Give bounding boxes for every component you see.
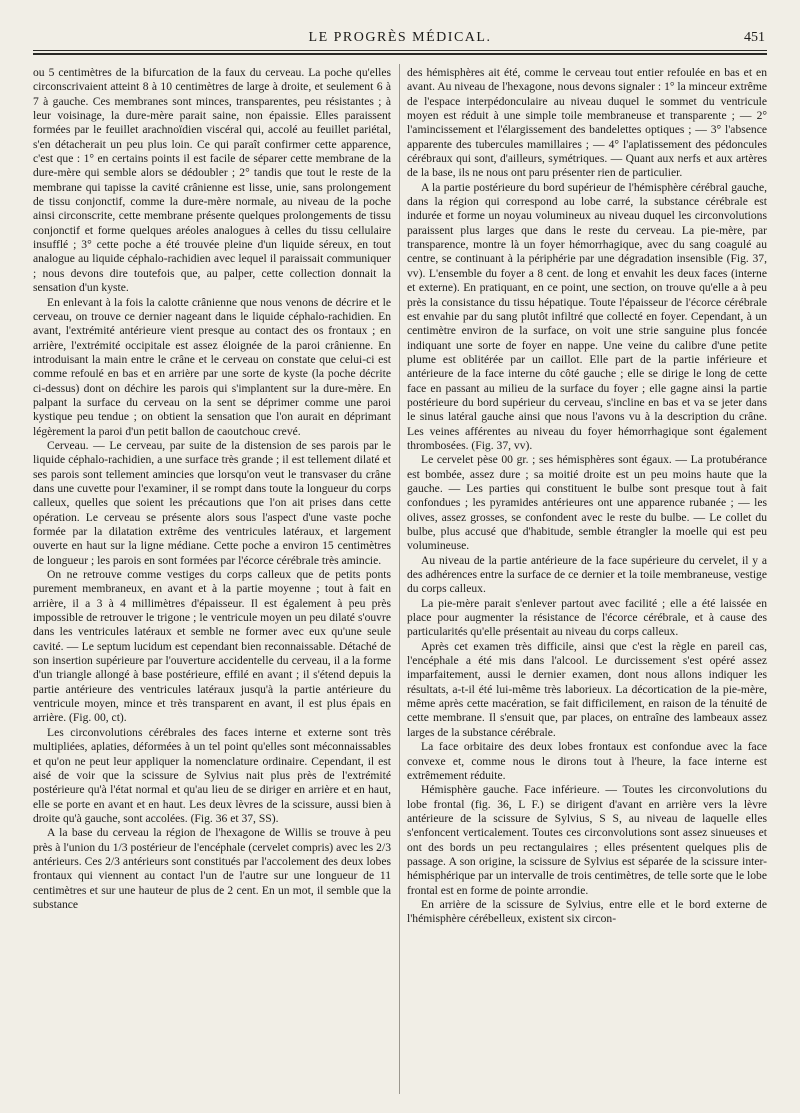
page-number: 451 <box>744 30 765 45</box>
header-rule-thick <box>33 53 767 55</box>
paragraph: des hémisphères ait été, comme le cerveau tout entier refoulée en bas et en avant. Au niveau de l'hexagone, nous devons signaler : 1° la minceur extrême de l'espace interpédonculaire au niveau duquel le sommet du ventricule moyen est réduit à une simple toile membraneuse et transparente ; — 2° l'amincissement et l'élargissement des bandelettes optiques ; — 3° l'absence apparente des tubercules mamillaires ; — 4° l'aplatissement des pédoncules cérébraux qui sont, d'ailleurs, symétriques. — Quant aux nerfs et aux artères de la base, ils ne nous ont paru présenter rien de particulier. <box>407 66 767 180</box>
paragraph: La face orbitaire des deux lobes frontaux est confondue avec la face convexe et, comme nous le dirons tout à l'heure, la face interne est extrêmement réduite. <box>407 740 767 782</box>
paragraph: En arrière de la scissure de Sylvius, entre elle et le bord externe de l'hémisphère cérébelleux, existent six circon- <box>407 897 767 926</box>
paragraph: Cerveau. — Le cerveau, par suite de la distension de ses parois par le liquide céphalo-rachidien, a une surface très grande ; il est tellement dilaté et ses parois sont tellement amincies que lorsqu'on veut le transvaser du crâne dans une cuvette pour l'examiner, il se rompt dans toute la longueur du corps calleux, quelles que soient les précautions que l'on ait prises dans cette opération. Le cerveau se présente alors sous l'aspect d'une vaste poche formée par la dilatation extrême des ventricules latéraux, et largement ouverte en haut sur la ligne médiane. Cette poche a environ 15 centimètres de longueur ; les parois en sont formées par l'écorce cérébrale très amincie. <box>33 438 391 567</box>
column-divider <box>399 64 400 1094</box>
header-rule <box>33 50 767 51</box>
paragraph: Le cervelet pèse 00 gr. ; ses hémisphères sont égaux. — La protubérance est bombée, assez dure ; sa moitié droite est un peu moins haute que la gauche. — Les parties qui constituent le bulbe sont presque tout à fait confondues ; les pyramides antérieures ont une apparence rubanée ; — les olives, assez grosses, se confondent avec le reste du bulbe. — Le collet du bulbe, plus accusé que d'habitude, semble étrangler la moelle qui est peu volumineuse. <box>407 453 767 553</box>
paragraph: Au niveau de la partie antérieure de la face supérieure du cervelet, il y a des adhérences entre la surface de ce dernier et la toile membraneuse, vestige du corps calleux. <box>407 553 767 596</box>
paragraph: Les circonvolutions cérébrales des faces interne et externe sont très multipliées, aplaties, déformées à un tel point qu'elles sont méconnaissables et qu'on ne peut leur appliquer la nomenclature ordinaire. Cependant, il est aisé de voir que la scissure de Sylvius nait plus près de l'extrémité postérieure qu'à l'état normal et qu'au lieu de se diriger en arrière et en haut, elle se porte en avant et en haut. Les deux lèvres de la scissure, aussi bien à droite qu'à gauche, sont accolées. (Fig. 36 et 37, SS). <box>33 725 391 825</box>
journal-title: LE PROGRÈS MÉDICAL. <box>308 30 492 45</box>
paragraph: En enlevant à la fois la calotte crânienne que nous venons de décrire et le cerveau, on trouve ce dernier nageant dans le liquide céphalo-rachidien. En avant, l'extrémité antérieure vient presque au contact des os frontaux ; en arrière, l'extrémité occipitale est assez éloignée de la paroi crânienne. En introduisant la main entre le crâne et le cerveau on constate que celui-ci est comme refoulé en bas et en arrière par une sorte de kyste (la poche décrite ci-dessus) dont on déchire les parois qui s'implantent sur la dure-mère. En palpant la surface du cerveau on la sent se déprimer comme une paroi kystique peu tendue ; on obtient la sensation que l'on aurait en déprimant légèrement la paroi d'un petit ballon de caoutchouc crevé. <box>33 295 391 438</box>
right-column <box>407 66 767 1096</box>
paragraph: ou 5 centimètres de la bifurcation de la faux du cerveau. La poche qu'elles circonscrivaient atteint 8 à 10 centimètres de large à droite, et seulement 6 à 7 à gauche. Ces membranes sont minces, transparentes, peu résistantes ; à leur voisinage, la dure-mère parait saine, non épaissie. Elles paraissent formées par le feuillet arachnoïdien viscéral qui, accolé au feuillet pariétal, s'en détacherait un peu plus loin. Ce qui paraît confirmer cette apparence, c'est que : 1° en certains points il est facile de séparer cette membrane de la dure-mère qui semble alors se dédoubler ; 2° tandis que tout le reste de la membrane qui tapisse la cavité crânienne est lisse, unie, sans prolongement de tissu conjonctif, comme la dure-mère normale, au niveau de la poche ainsi circonscrite, cette membrane présente quelques prolongements de tissu conjonctif et forme quelques aréoles analogues à celles du tissu cellulaire insufflé ; 3° cette poche a été trouvée pleine d'un liquide séreux, en tout analogue au liquide céphalo-rachidien avec lequel il paraissait communiquer ; nous devons dire toutefois que, au palper, cette collection donnait la sensation d'un kyste. <box>33 66 391 295</box>
paragraph: A la partie postérieure du bord supérieur de l'hémisphère cérébral gauche, dans la région qui correspond au lobe carré, la substance cérébrale est indurée et forme un noyau volumineux au niveau duquel les circonvolutions paraissent plus larges que dans le reste du cerveau. La pie-mère, par transparence, montre là un foyer hémorrhagique, avec du sang coagulé au centre, se continuant à la périphérie par une dégradation insensible (Fig. 37, vv). L'ensemble du foyer a 8 cent. de long et envahit les deux faces (interne et externe). En pratiquant, en ce point, une section, on trouve qu'elle a à peu près la consistance du tissu hépatique. Toute l'épaisseur de l'écorce cérébrale est envahie par du sang plutôt infiltré que collecté en foyer. Cependant, à un centimètre environ de la surface, on voit une strie sanguine plus foncée indiquant une sorte de foyer en nappe. Une veine du calibre d'une petite plume est oblitérée par un caillot. Elle part de la partie inférieure et antérieure de la face interne du côté gauche ; elle se dirige le long de cette face en passant au milieu de la surface du foyer ; elle gagne ainsi la partie postérieure du bord supérieur du cerveau, s'incline en bas et va se jeter dans le sinus latéral gauche ainsi que nous l'avons vu à la description du crâne. Les veines afférentes au niveau du foyer hémorrhagique sont également thrombosées. (Fig. 37, vv). <box>407 180 767 452</box>
paragraph: Hémisphère gauche. Face inférieure. — Toutes les circonvolutions du lobe frontal (fig. 36, L F.) se dirigent d'avant en arrière vers la lèvre antérieure de la scissure de Sylvius, S S, au niveau de laquelle elles s'enfoncent verticalement. Toutes ces circonvolutions sont assez sinueuses et ont des bords un peu rectangulaires ; elles présentent quelques plis de passage. A son origine, la scissure de Sylvius est séparée de la scissure inter-hémisphérique par un intervalle de trois centimètres, de telle sorte que le lobe frontal est en forme de pointe arrondie. <box>407 783 767 897</box>
paragraph: La pie-mère parait s'enlever partout avec facilité ; elle a été laissée en place pour augmenter la résistance de l'écorce cérébrale, et à cause des particularités qu'elle présentait au niveau du corps calleux. <box>407 596 767 639</box>
left-column <box>33 66 391 1096</box>
paragraph: On ne retrouve comme vestiges du corps calleux que de petits ponts purement membraneux, en avant et à la partie moyenne ; tout à fait en arrière, il a 3 à 4 millimètres d'épaisseur. Il est également à peu près impossible de retrouver le trigone ; le ventricule moyen un peu dilaté s'ouvre dans les ventricules latéraux et semble ne former avec eux qu'une seule cavité. — Le septum lucidum est cependant bien reconnaissable. Détaché de son insertion supérieure par l'ouverture accidentelle du cerveau, il a la forme d'un triangle allongé à base postérieure, effilé en avant ; il s'étend depuis la partie antérieure des ventricules latéraux jusqu'à la partie antérieure du ventricule moyen, mince et très transparent en avant, il est plus épais en arrière. (Fig. 00, ct). <box>33 568 391 725</box>
paragraph: Après cet examen très difficile, ainsi que c'est la règle en pareil cas, l'encéphale a été mis dans l'alcool. Le durcissement s'est opéré assez imparfaitement, aussi le dernier examen, dont nous allons indiquer les résultats, a-t-il été lui-même très laborieux. La décortication de la pie-mère, même après cette macération, se fait difficilement, en raison de la ténuité de cette membrane. Il s'ensuit que, par places, on entraîne des lambeaux assez larges de la substance cérébrale. <box>407 639 767 739</box>
paragraph: A la base du cerveau la région de l'hexagone de Willis se trouve à peu près à l'union du 1/3 postérieur de l'encéphale (cervelet compris) avec les 2/3 antérieurs. Ces 2/3 antérieurs sont constitués par l'accolement des deux lobes frontaux qui viennent au contact l'un de l'autre sur une longueur de 11 centimètres et sur une hauteur de plus de 2 cent. En un mot, il semble que la substance <box>33 826 391 911</box>
running-header <box>33 30 767 52</box>
